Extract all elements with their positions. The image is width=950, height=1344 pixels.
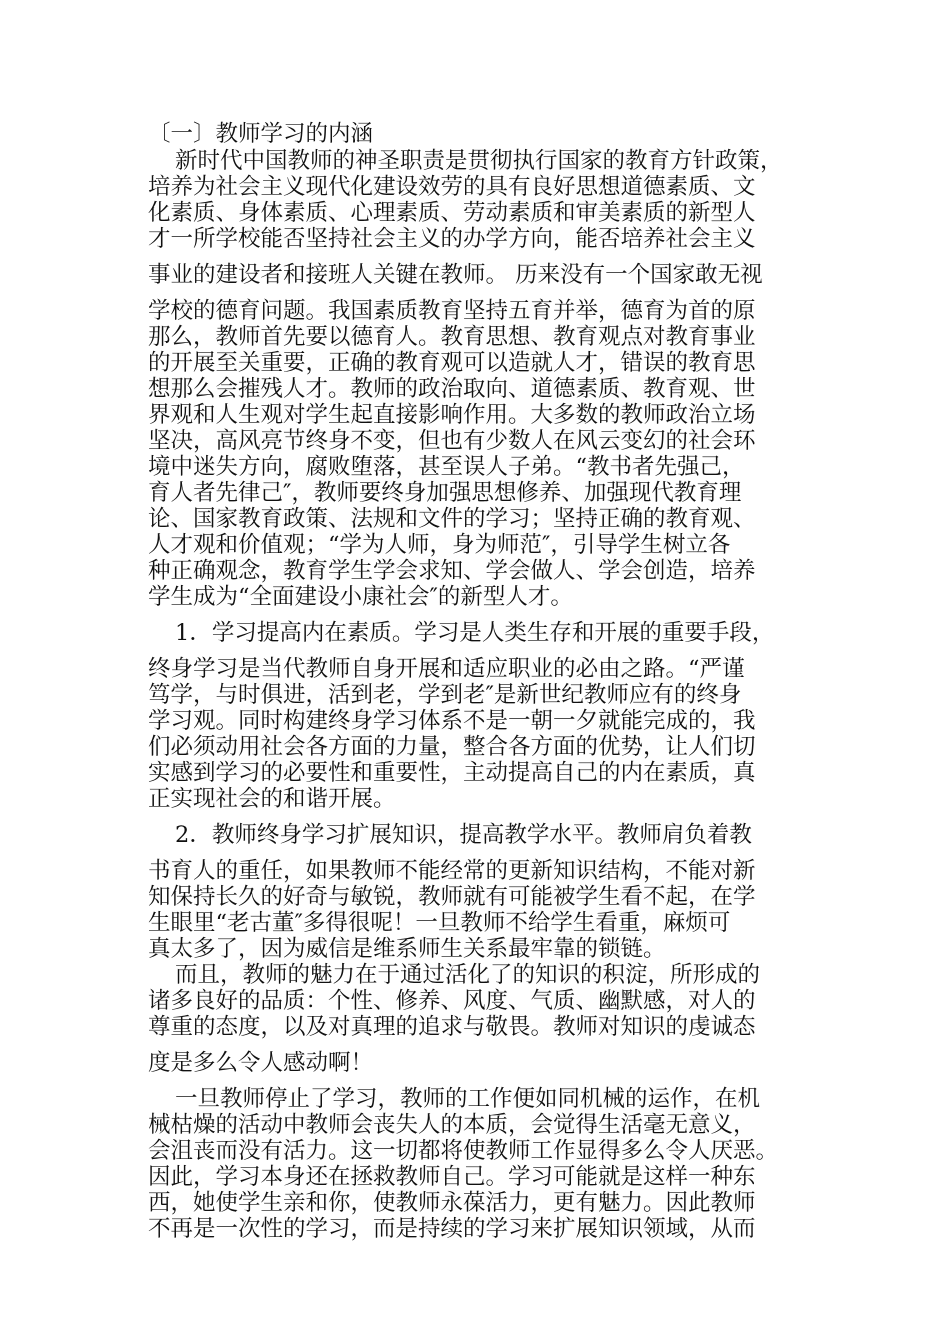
text-line: 种正确观念，教育学生学会求知、学会做人、学会创造，培养 xyxy=(148,558,756,584)
text-line: 正实现社会的和谐开展。 xyxy=(148,786,396,812)
text-line: 新时代中国教师的神圣职责是贯彻执行国家的教育方针政策， xyxy=(175,148,783,174)
text-line: 坚决，高风亮节终身不变，但也有少数人在风云变幻的社会环 xyxy=(148,428,756,454)
text-line: 笃学，与时俱进，活到老，学到老″是新世纪教师应有的终身 xyxy=(148,682,742,708)
text-line: 培养为社会主义现代化建设效劳的具有良好思想道德素质、文 xyxy=(148,174,756,200)
text-line: 械枯燥的活动中教师会丧失人的本质，会觉得生活毫无意义， xyxy=(148,1112,756,1138)
text-line: 想那么会摧残人才。教师的政治取向、道德素质、教育观、世 xyxy=(148,376,756,402)
text-line: 学生成为“全面建设小康社会″的新型人才。 xyxy=(148,584,573,610)
text-line: 化素质、身体素质、心理素质、劳动素质和审美素质的新型人 xyxy=(148,200,756,226)
text-line: 西，她使学生亲和你，使教师永葆活力，更有魅力。因此教师 xyxy=(148,1190,756,1216)
text-line: 的开展至关重要，正确的教育观可以造就人才，错误的教育思 xyxy=(148,350,756,376)
text-line: 因此，学习本身还在拯救教师自己。学习可能就是这样一种东 xyxy=(148,1164,756,1190)
text-line: 学习观。同时构建终身学习体系不是一朝一夕就能完成的，我 xyxy=(148,708,756,734)
text-line: 会沮丧而没有活力。这一切都将使教师工作显得多么令人厌恶。 xyxy=(148,1138,779,1164)
text-line: 而且，教师的魅力在于通过活化了的知识的积淀，所形成的 xyxy=(175,962,761,988)
text-line: 事业的建设者和接班人关键在教师。 历来没有一个国家敢无视 xyxy=(148,262,763,288)
text-line: 一旦教师停止了学习，教师的工作便如同机械的运作，在机 xyxy=(175,1086,761,1112)
text-line: 度是多么令人感动啊！ xyxy=(148,1050,374,1076)
text-line: 实感到学习的必要性和重要性，主动提高自己的内在素质，真 xyxy=(148,760,756,786)
section-heading: 〔一〕教师学习的内涵 xyxy=(148,121,374,147)
text-line: 不再是一次性的学习，而是持续的学习来扩展知识领域，从而 xyxy=(148,1216,756,1242)
text-line: 境中迷失方向，腐败堕落，甚至误人子弟。“教书者先强己， xyxy=(148,454,745,480)
numbered-item-1: 1．学习提高内在素质。学习是人类生存和开展的重要手段， xyxy=(175,620,775,646)
text-line: 诸多良好的品质：个性、修养、风度、气质、幽默感，对人的 xyxy=(148,988,756,1014)
text-line: 终身学习是当代教师自身开展和适应职业的必由之路。“严谨 xyxy=(148,656,745,682)
text-line: 那么，教师首先要以德育人。教育思想、教育观点对教育事业 xyxy=(148,324,756,350)
text-line: 论、国家教育政策、法规和文件的学习；坚持正确的教育观、 xyxy=(148,506,756,532)
text-line: 书育人的重任，如果教师不能经常的更新知识结构，不能对新 xyxy=(148,858,756,884)
text-line: 生眼里“老古董″多得很呢！一旦教师不给学生看重，麻烦可 xyxy=(148,910,731,936)
text-line: 尊重的态度，以及对真理的追求与敬畏。教师对知识的虔诚态 xyxy=(148,1014,756,1040)
numbered-item-2: 2．教师终身学习扩展知识，提高教学水平。教师肩负着教 xyxy=(175,822,752,848)
text-line: 们必须动用社会各方面的力量，整合各方面的优势，让人们切 xyxy=(148,734,756,760)
text-line: 真太多了，因为威信是维系师生关系最牢靠的锁链。 xyxy=(148,936,666,962)
text-line: 人才观和价值观；“学为人师，身为师范″，引导学生树立各 xyxy=(148,532,731,558)
text-line: 学校的德育问题。我国素质教育坚持五育并举，德育为首的原 xyxy=(148,298,756,324)
text-line: 育人者先律己″，教师要终身加强思想修养、加强现代教育理 xyxy=(148,480,742,506)
text-line: 知保持长久的好奇与敏锐，教师就有可能被学生看不起，在学 xyxy=(148,884,756,910)
text-line: 才一所学校能否坚持社会主义的办学方向，能否培养社会主义 xyxy=(148,226,756,252)
text-line: 界观和人生观对学生起直接影响作用。大多数的教师政治立场 xyxy=(148,402,756,428)
